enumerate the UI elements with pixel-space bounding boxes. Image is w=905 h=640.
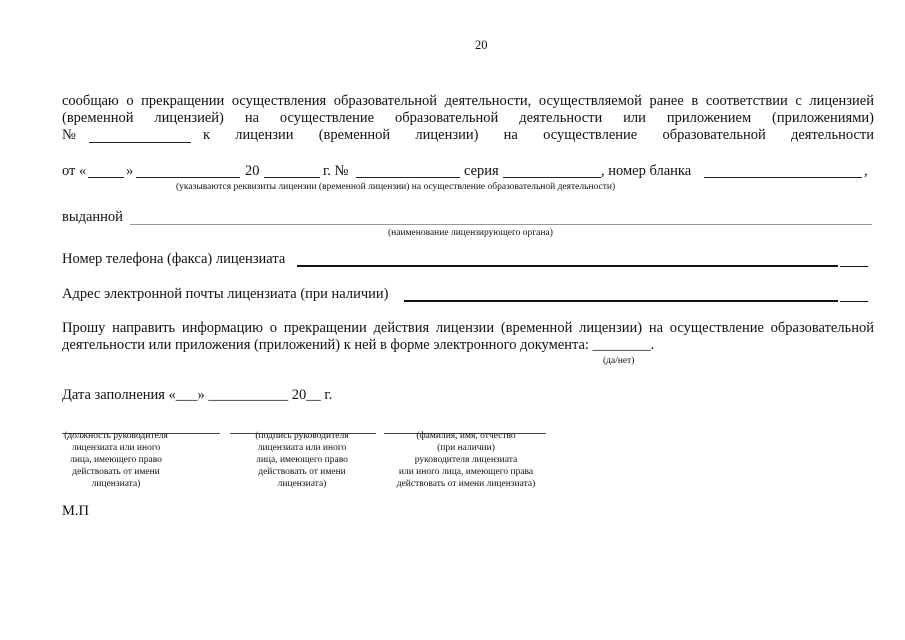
year-prefix: 20 [245,163,260,179]
paragraph-line-3: к лицензии (временной лицензии) на осуществление образовательной деятельности [203,127,874,143]
phone-field-tail [840,254,868,267]
license-number-label: № [62,127,76,143]
phone-field[interactable] [297,254,838,267]
request-line-2: деятельности или приложения (приложений) к ней в форме электронного документа: ________. [62,337,655,353]
license-number-field[interactable] [89,130,191,143]
full-name-caption: (фамилия, имя, отчество (при наличии) руководителя лицензиата или иного лица, имеющего права действовать от имени лицензиата) [396,431,536,489]
email-label: Адрес электронной почты лицензиата (при наличии) [62,286,389,302]
email-field-tail [840,289,868,302]
phone-label: Номер телефона (факса) лицензиата [62,251,286,267]
license-series-field[interactable] [503,165,601,178]
license-reg-number-field[interactable] [356,165,460,178]
licensing-authority-caption: (наименование лицензирующего органа) [388,228,553,238]
paragraph-line-1: сообщаю о прекращении осуществления образовательной деятельности, осуществляемой ранее в соответствии с лицензией [62,93,874,109]
position-caption: (должность руководителя лицензиата или иного лица, имеющего право действовать от имени лицензиата) [64,431,168,489]
issued-by-label: выданной [62,209,123,225]
series-label: серия [464,163,499,179]
paragraph-line-2: (временной лицензией) на осуществление образовательной деятельности или приложением (приложениями) [62,110,874,126]
license-year-field[interactable] [264,165,320,178]
email-field[interactable] [404,289,838,302]
licensing-authority-field[interactable] [130,212,872,225]
trailing-comma: , [864,163,868,179]
stamp-label: М.П [62,503,89,519]
license-day-field[interactable] [88,165,124,178]
blank-number-label: , номер бланка [601,163,692,179]
page-number: 20 [475,38,488,52]
fill-date-label: Дата заполнения «___» ___________ 20__ г. [62,387,333,403]
date-from-label: от « [62,163,87,179]
signature-caption: (подпись руководителя лицензиата или иного лица, имеющего право действовать от имени лицензиата) [255,431,349,489]
license-details-caption: (указываются реквизиты лицензии (временной лицензии) на осуществление образовательной деятельности) [176,182,616,192]
license-month-field[interactable] [136,165,240,178]
number-label: г. № [323,163,349,179]
blank-number-field[interactable] [704,165,862,178]
yes-no-caption: (да/нет) [603,356,635,366]
request-line-1: Прошу направить информацию о прекращении действия лицензии (временной лицензии) на осуществление образовательной [62,320,874,336]
date-close-quote: » [126,163,134,179]
